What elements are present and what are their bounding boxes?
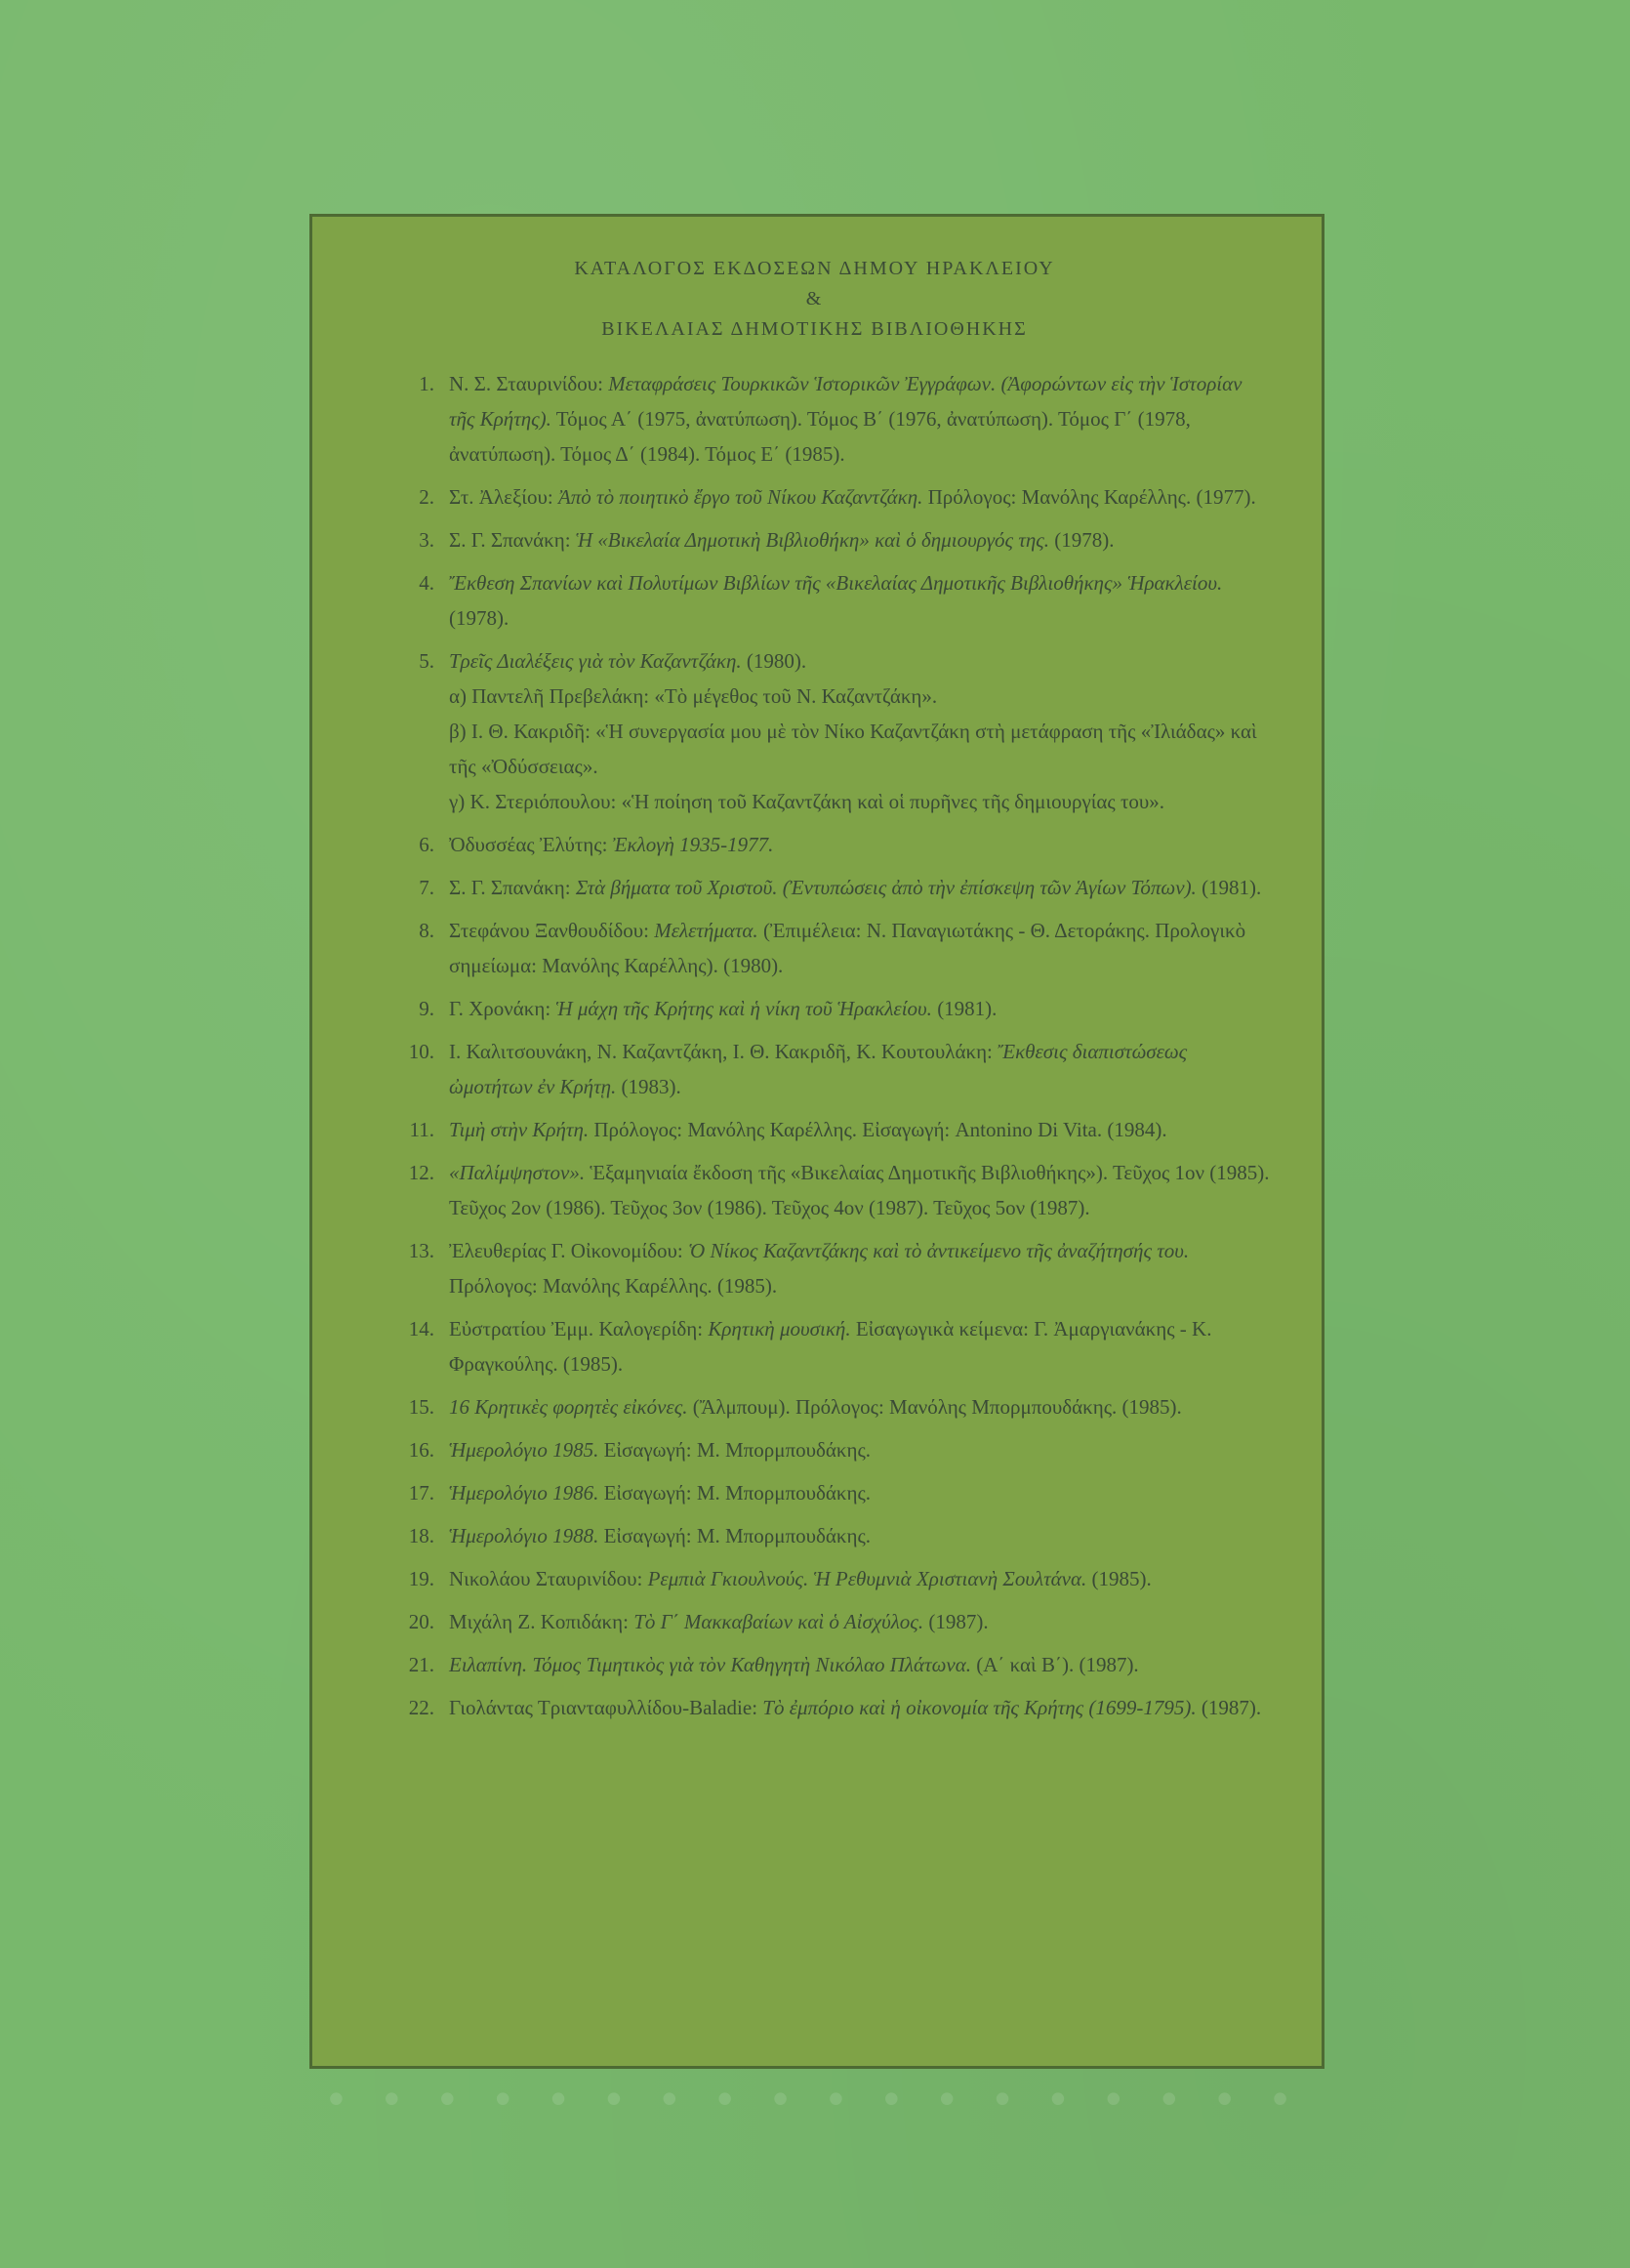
list-item xyxy=(356,1432,1273,1467)
item-details: Εἰσαγωγή: Μ. Μπορμπουδάκης. xyxy=(598,1438,872,1462)
list-item xyxy=(356,1475,1273,1510)
list-item xyxy=(356,1561,1273,1596)
item-title: Μελετήματα. xyxy=(654,919,758,942)
item-number: 10. xyxy=(408,1040,434,1063)
item-author: Γ. Χρονάκη: xyxy=(449,997,556,1020)
list-item xyxy=(356,1518,1273,1553)
item-number: 2. xyxy=(419,485,434,509)
item-title: Μεταφράσεις Τουρκικῶν Ἱστορικῶν Ἐγγράφων. (Ἀφορώντων εἰς τὴν Ἱστορίαν τῆς Κρήτης). xyxy=(449,372,1243,431)
item-title: Ἡ μάχη τῆς Κρήτης καὶ ἡ νίκη τοῦ Ἡρακλείου. xyxy=(555,997,932,1020)
item-number: 19. xyxy=(408,1567,434,1590)
item-title: Ρεμπιὰ Γκιουλνούς. Ἡ Ρεθυμνιὰ Χριστιανὴ Σουλτάνα. xyxy=(647,1567,1087,1590)
item-author: Ὀδυσσέας Ἐλύτης: xyxy=(449,833,613,856)
item-author: Ι. Καλιτσουνάκη, Ν. Καζαντζάκη, Ι. Θ. Κακριδῆ, Κ. Κουτουλάκη: xyxy=(449,1040,998,1063)
item-author: Νικολάου Σταυρινίδου: xyxy=(449,1567,648,1590)
item-details: Εἰσαγωγή: Μ. Μπορμπουδάκης. xyxy=(598,1524,872,1547)
item-title: Ἡ «Βικελαία Δημοτικὴ Βιβλιοθήκη» καὶ ὁ δημιουργός της. xyxy=(575,528,1050,552)
item-details: Πρόλογος: Μανόλης Καρέλλης. (1977). xyxy=(922,485,1256,509)
item-details: (Α΄ καὶ Β΄). (1987). xyxy=(971,1653,1139,1676)
item-title: Ἡμερολόγιο 1985. xyxy=(449,1438,599,1462)
item-details: (1980). xyxy=(741,649,807,673)
item-author: Γιολάντας Τριανταφυλλίδου-Baladie: xyxy=(449,1696,763,1719)
item-title: Στὰ βήματα τοῦ Χριστοῦ. (Ἐντυπώσεις ἀπὸ τὴν ἐπίσκεψη τῶν Ἁγίων Τόπων). xyxy=(575,876,1197,899)
publication-list xyxy=(356,366,1273,1725)
item-number: 18. xyxy=(408,1524,434,1547)
list-item xyxy=(356,522,1273,557)
item-author: Ν. Σ. Σταυρινίδου: xyxy=(449,372,609,395)
catalog-panel xyxy=(309,214,1324,2069)
list-item xyxy=(356,1690,1273,1725)
item-number: 21. xyxy=(408,1653,434,1676)
list-item xyxy=(356,827,1273,862)
item-number: 5. xyxy=(419,649,434,673)
item-details: Τόμος Α΄ (1975, ἀνατύπωση). Τόμος Β΄ (1976, ἀνατύπωση). Τόμος Γ΄ (1978, ἀνατύπωση). Τόμος Δ΄ (1984). Τόμος Ε΄ (1985). xyxy=(449,407,1191,466)
list-item xyxy=(356,1311,1273,1381)
item-title: Ειλαπίνη. Τόμος Τιμητικὸς γιὰ τὸν Καθηγητὴ Νικόλαο Πλάτωνα. xyxy=(449,1653,971,1676)
list-item xyxy=(356,1389,1273,1424)
list-item xyxy=(356,479,1273,515)
item-details: (1983). xyxy=(616,1075,681,1098)
item-title: Ἔκθεση Σπανίων καὶ Πολυτίμων Βιβλίων τῆς «Βικελαίας Δημοτικῆς Βιβλιοθήκης» Ἡρακλείου. xyxy=(449,571,1223,595)
item-number: 6. xyxy=(419,833,434,856)
item-details: (1987). xyxy=(1196,1696,1262,1719)
list-item xyxy=(356,913,1273,983)
list-item xyxy=(356,1155,1273,1225)
item-details: Πρόλογος: Μανόλης Καρέλλης. Εἰσαγωγή: Antonino Di Vita. (1984). xyxy=(589,1118,1167,1141)
lecture-entry: γ) Κ. Στεριόπουλου: «Ἡ ποίηση τοῦ Καζαντζάκη καὶ οἱ πυρῆνες τῆς δημιουργίας του». xyxy=(449,790,1165,813)
lecture-entry: α) Παντελῆ Πρεβελάκη: «Τὸ μέγεθος τοῦ Ν. Καζαντζάκη». xyxy=(449,684,938,708)
item-title: Ἡμερολόγιο 1986. xyxy=(449,1481,599,1505)
item-title: Ἡμερολόγιο 1988. xyxy=(449,1524,599,1547)
item-author: Στεφάνου Ξανθουδίδου: xyxy=(449,919,655,942)
item-details: (1978). xyxy=(1049,528,1115,552)
item-details: (1981). xyxy=(1196,876,1262,899)
item-details: Πρόλογος: Μανόλης Καρέλλης. (1985). xyxy=(449,1274,778,1298)
item-number: 11. xyxy=(409,1118,434,1141)
item-number: 15. xyxy=(408,1395,434,1419)
item-title: Ἐκλογὴ 1935-1977. xyxy=(612,833,774,856)
item-details: (1978). xyxy=(449,606,509,630)
item-details: (1985). xyxy=(1086,1567,1152,1590)
item-details: Εἰσαγωγικὰ κείμενα: Γ. Ἀμαργιανάκης - Κ. Φραγκούλης. (1985). xyxy=(449,1317,1212,1376)
embossed-pattern: • • • • • • • • • • • • • • • • • • xyxy=(328,2073,1302,2124)
item-author: Μιχάλη Ζ. Κοπιδάκη: xyxy=(449,1610,634,1633)
item-number: 20. xyxy=(408,1610,434,1633)
item-number: 7. xyxy=(419,876,434,899)
item-details: (1981). xyxy=(931,997,998,1020)
list-item xyxy=(356,366,1273,472)
item-number: 9. xyxy=(419,997,434,1020)
list-item xyxy=(356,1647,1273,1682)
item-number: 1. xyxy=(419,372,434,395)
item-number: 22. xyxy=(408,1696,434,1719)
item-number: 8. xyxy=(419,919,434,942)
item-author: Εὐστρατίου Ἐμμ. Καλογερίδη: xyxy=(449,1317,709,1340)
list-item xyxy=(356,991,1273,1026)
item-author: Στ. Ἀλεξίου: xyxy=(449,485,558,509)
item-number: 12. xyxy=(408,1161,434,1184)
item-title: Ὁ Νίκος Καζαντζάκης καὶ τὸ ἀντικείμενο τῆς ἀναζήτησής του. xyxy=(688,1239,1190,1262)
item-title: 16 Κρητικὲς φορητὲς εἰκόνες. xyxy=(449,1395,688,1419)
item-title: «Παλίμψηστον». xyxy=(449,1161,586,1184)
item-title: Τὸ ἐμπόριο καὶ ἡ οἰκονομία τῆς Κρήτης (1699-1795). xyxy=(762,1696,1197,1719)
item-number: 13. xyxy=(408,1239,434,1262)
item-details: Ἑξαμηνιαία ἔκδοση τῆς «Βικελαίας Δημοτικῆς Βιβλιοθήκης»). Τεῦχος 1ον (1985). Τεῦχος 2ον (1986). Τεῦχος 3ον (1986). Τεῦχος 4ον (1987). Τεῦχος 5ον (1987). xyxy=(449,1161,1270,1219)
list-item xyxy=(356,565,1273,636)
catalog-header xyxy=(356,254,1273,345)
item-number: 17. xyxy=(408,1481,434,1505)
item-title: Κρητικὴ μουσική. xyxy=(708,1317,851,1340)
header-line-2: ΒΙΚΕΛΑΙΑΣ ΔΗΜΟΤΙΚΗΣ ΒΙΒΛΙΟΘΗΚΗΣ xyxy=(601,318,1028,340)
header-ampersand: & xyxy=(805,288,824,309)
item-title: Τὸ Γ΄ Μακκαβαίων καὶ ὁ Αἰσχύλος. xyxy=(633,1610,924,1633)
list-item xyxy=(356,1034,1273,1104)
item-title: Ἔκθεσις διαπιστώσεως ὠμοτήτων ἐν Κρήτῃ. xyxy=(449,1040,1188,1098)
item-details: Εἰσαγωγή: Μ. Μπορμπουδάκης. xyxy=(598,1481,872,1505)
item-number: 3. xyxy=(419,528,434,552)
item-author: Σ. Γ. Σπανάκη: xyxy=(449,528,576,552)
item-details: (1987). xyxy=(923,1610,989,1633)
header-line-1: ΚΑΤΑΛΟΓΟΣ ΕΚΔΟΣΕΩΝ ΔΗΜΟΥ ΗΡΑΚΛΕΙΟΥ xyxy=(574,258,1055,279)
item-title: Τιμὴ στὴν Κρήτη. xyxy=(449,1118,590,1141)
list-item xyxy=(356,643,1273,819)
list-item xyxy=(356,1604,1273,1639)
item-number: 14. xyxy=(408,1317,434,1340)
item-author: Σ. Γ. Σπανάκη: xyxy=(449,876,576,899)
item-title: Ἀπὸ τὸ ποιητικὸ ἔργο τοῦ Νίκου Καζαντζάκη. xyxy=(557,485,923,509)
list-item xyxy=(356,870,1273,905)
item-details: (Ἄλμπουμ). Πρόλογος: Μανόλης Μπορμπουδάκης. (1985). xyxy=(687,1395,1182,1419)
item-details: (Ἐπιμέλεια: Ν. Παναγιωτάκης - Θ. Δετοράκης. Προλογικὸ σημείωμα: Μανόλης Καρέλλης). (1980). xyxy=(449,919,1246,977)
list-item xyxy=(356,1233,1273,1303)
item-title: Τρεῖς Διαλέξεις γιὰ τὸν Καζαντζάκη. xyxy=(449,649,742,673)
lecture-entry: β) Ι. Θ. Κακριδῆ: «Ἡ συνεργασία μου μὲ τὸν Νίκο Καζαντζάκη στὴ μετάφραση τῆς «Ἰλιάδας» καὶ τῆς «Ὀδύσσειας». xyxy=(449,720,1257,778)
list-item xyxy=(356,1112,1273,1147)
item-number: 4. xyxy=(419,571,434,595)
item-author: Ἐλευθερίας Γ. Οἰκονομίδου: xyxy=(449,1239,689,1262)
item-number: 16. xyxy=(408,1438,434,1462)
